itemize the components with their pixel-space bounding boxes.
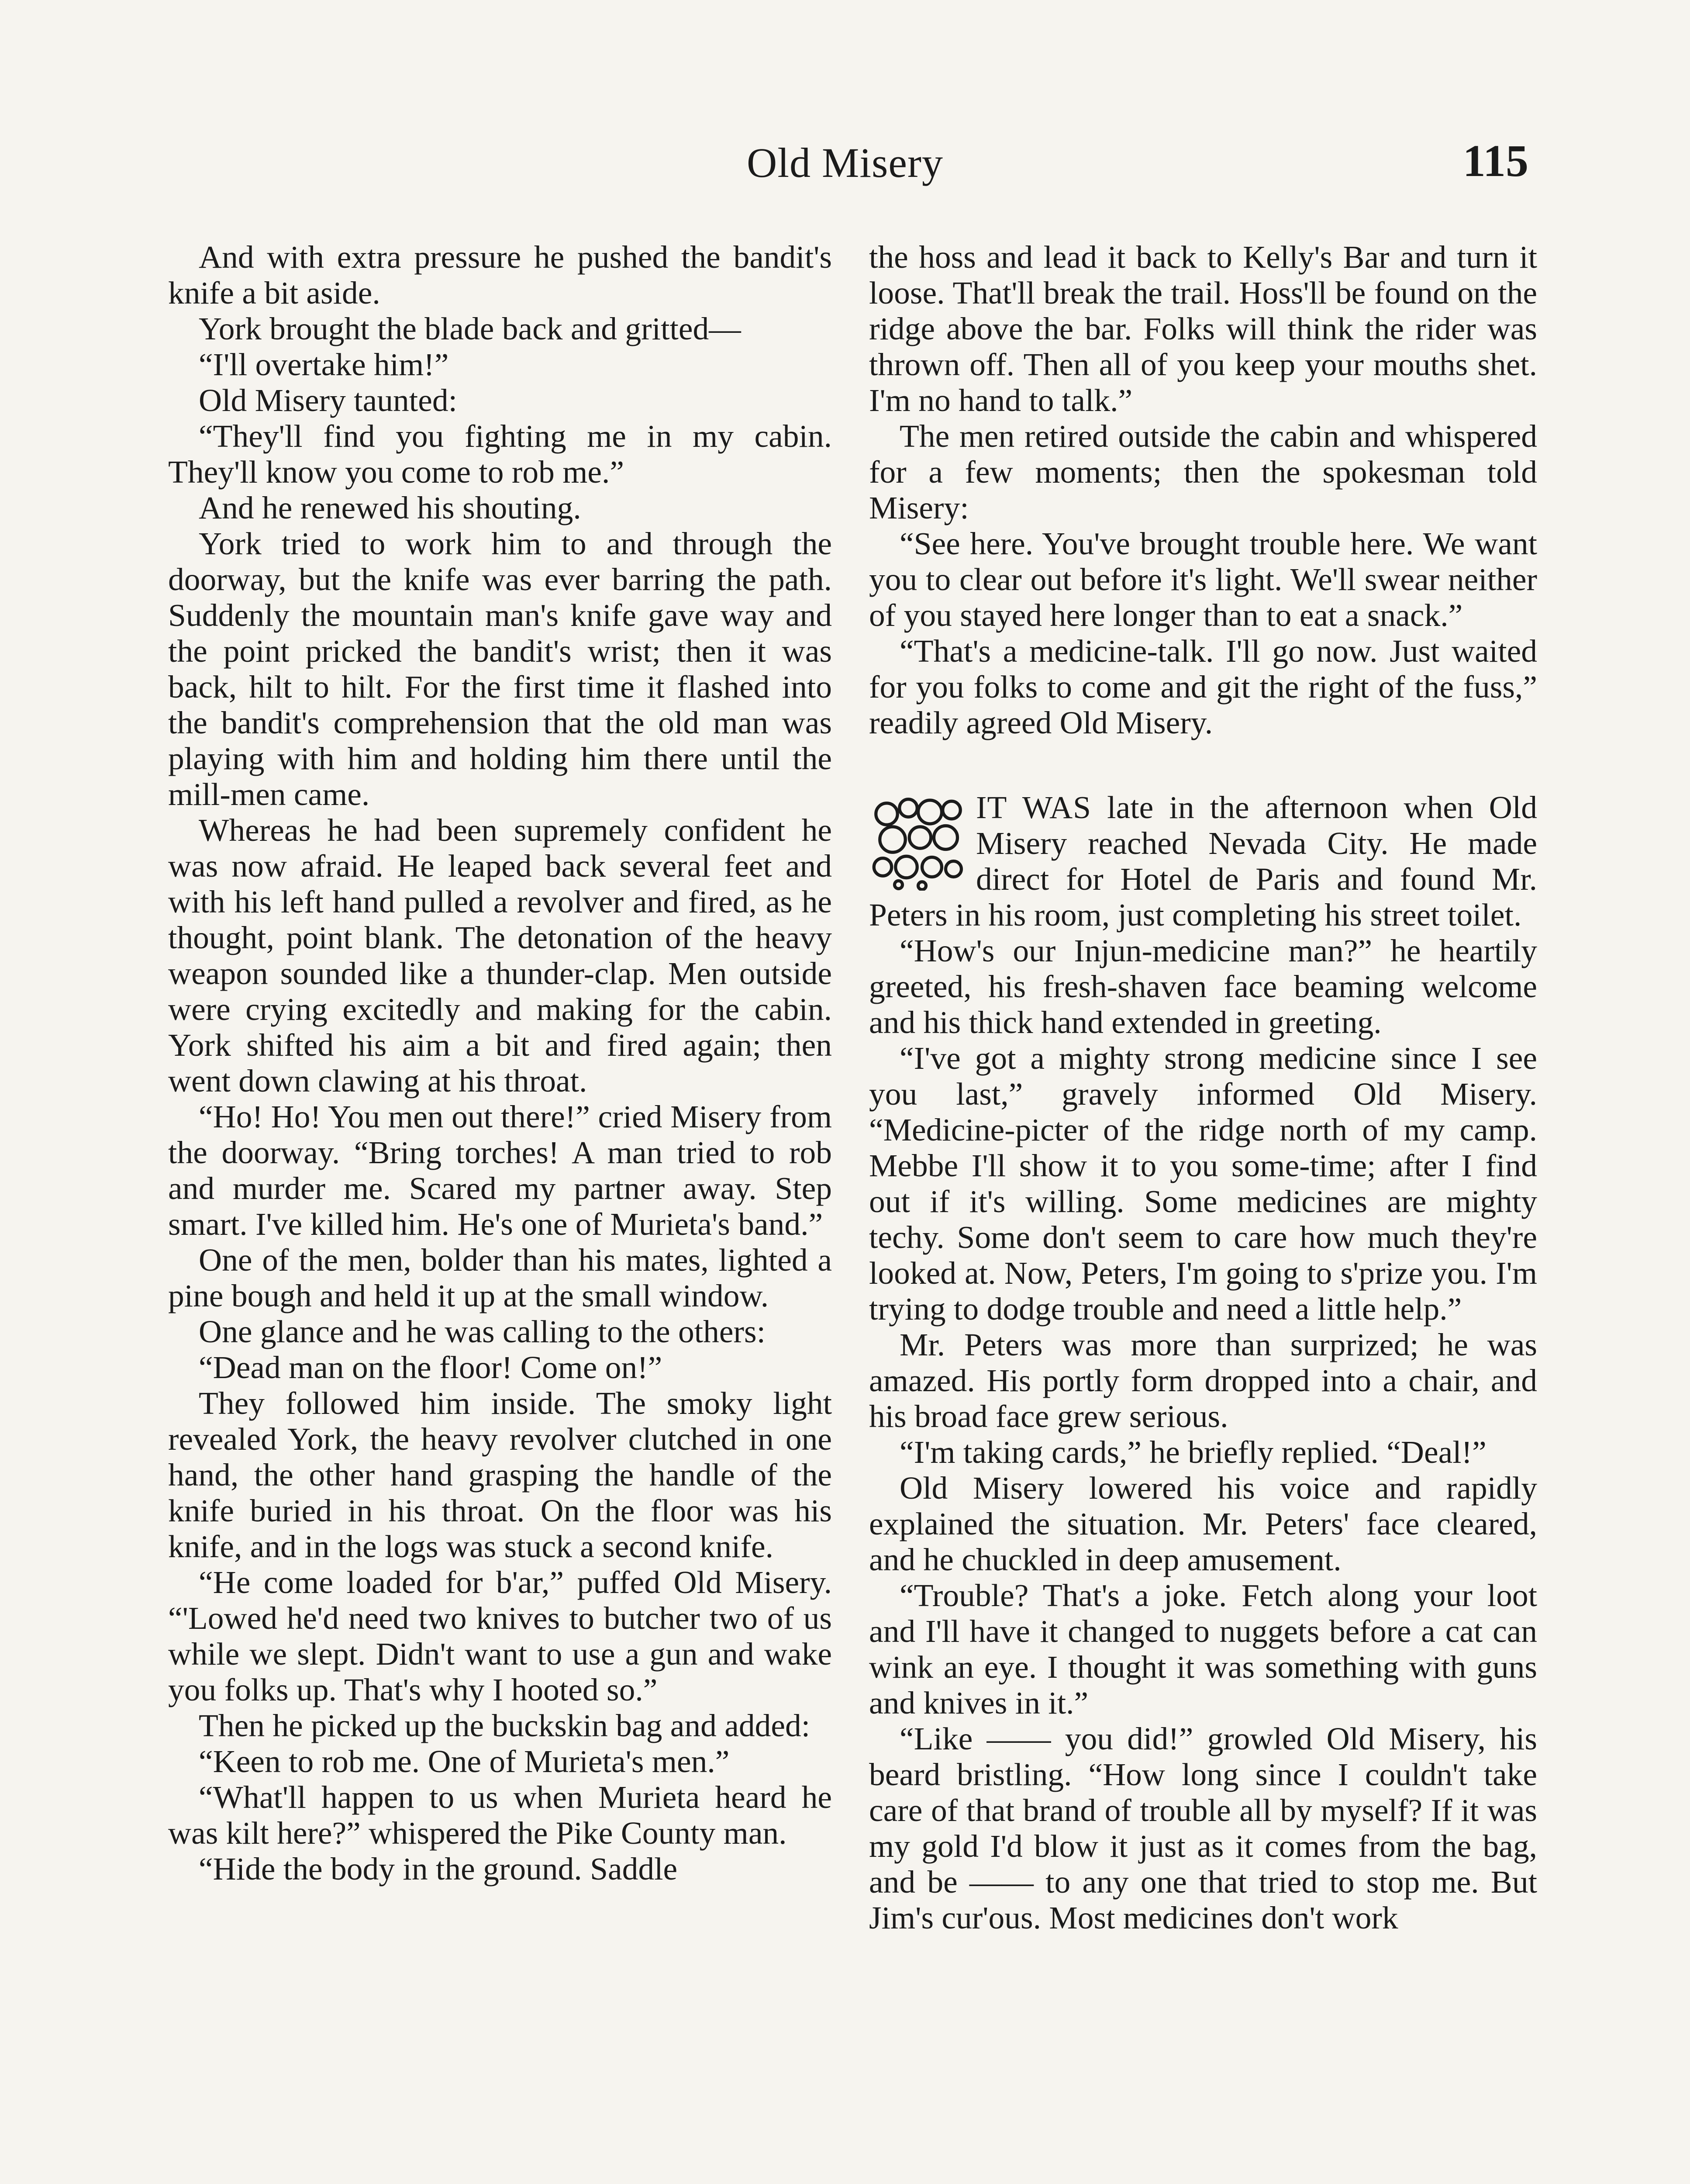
paragraph: “I'll overtake him!” [199, 347, 449, 382]
paragraph: Mr. Peters was more than surprized; he was amazed. His portly form dropped into a chair, and his broad face grew serious. [869, 1327, 1537, 1434]
paragraph: Old Misery taunted: [199, 383, 457, 418]
paragraph: “I've got a mighty strong medicine since I see you last,” gravely informed Old Misery. “Medicine-picter of the ridge north of my camp. Mebbe I'll show it to you some-time; after I find out if it's willing. Some medicines are mighty techy. Some don't seem to care how much they're looked at. Now, Peters, I'm going to s'prize you. I'm trying to dodge trouble and need a little help.” [869, 1040, 1537, 1327]
paragraph: “What'll happen to us when Murieta heard he was kilt here?” whispered the Pike County man. [168, 1780, 832, 1851]
page-number: 115 [1462, 136, 1528, 186]
paragraph: They followed him inside. The smoky light revealed York, the heavy revolver clutched in one hand, the other hand grasping the handle of the knife buried in his throat. On the floor was his knife, and in the logs was stuck a second knife. [168, 1386, 832, 1564]
paragraph: “Ho! Ho! You men out there!” cried Misery from the doorway. “Bring torches! A man tried to rob and murder me. Scared my partner away. Step smart. I've killed him. He's one of Murieta's band.” [168, 1099, 832, 1242]
paragraph: York tried to work him to and through the doorway, but the knife was ever barring the path. Suddenly the mountain man's knife gave way and the point pricked the bandit's wrist; then it was back, hilt to hilt. For the first time it flashed into the bandit's comprehension that the old man was playing with him and holding him there until the mill-men came. [168, 526, 832, 812]
paragraph: Old Misery lowered his voice and rapidly explained the situation. Mr. Peters' face cleared, and he chuckled in deep amusement. [869, 1470, 1537, 1577]
paragraph: “They'll find you fighting me in my cabin. They'll know you come to rob me.” [168, 418, 832, 490]
paragraph: One of the men, bolder than his mates, lighted a pine bough and held it up at the small window. [168, 1242, 832, 1313]
section-break [869, 790, 1537, 933]
paragraph: One glance and he was calling to the others: [199, 1314, 766, 1349]
paragraph: “I'm taking cards,” he briefly replied. “Deal!” [900, 1434, 1487, 1470]
paragraph: York brought the blade back and gritted— [199, 311, 741, 346]
paragraph: And he renewed his shouting. [199, 490, 581, 525]
paragraph: “Keen to rob me. One of Murieta's men.” [199, 1744, 730, 1779]
section-first-text: late in the afternoon when Old Misery reached Nevada City. He made direct for Hotel de Paris and found Mr. Peters in his room, just completing his street toilet. [869, 790, 1537, 933]
paragraph: “Like —— you did!” growled Old Misery, his beard bristling. “How long since I couldn't take care of that brand of trouble all by myself? If it was my gold I'd blow it just as it comes from the bag, and be —— to any one that tried to stop me. But Jim's cur'ous. Most medicines don't work [869, 1721, 1537, 1935]
paragraph: “Trouble? That's a joke. Fetch along your loot and I'll have it changed to nuggets before a cat can wink an eye. I thought it was something with guns and knives in it.” [869, 1578, 1537, 1721]
right-column [869, 239, 1537, 1936]
running-title: Old Misery [747, 139, 943, 186]
left-column [168, 239, 832, 1887]
section-first-paragraph [869, 790, 1537, 933]
stone-pile-ornament-icon [869, 792, 967, 891]
paragraph: And with extra pressure he pushed the bandit's knife a bit aside. [168, 239, 832, 311]
section-lead-words: IT WAS [976, 790, 1092, 825]
paragraph: The men retired outside the cabin and whispered for a few moments; then the spokesman told Misery: [869, 418, 1537, 525]
paragraph: the hoss and lead it back to Kelly's Bar and turn it loose. That'll break the trail. Hoss'll be found on the ridge above the bar. Folks will think the rider was thrown off. Then all of you keep your mouths shet. I'm no hand to talk.” [869, 239, 1537, 418]
paragraph: “Dead man on the floor! Come on!” [199, 1350, 662, 1385]
paragraph: “See here. You've brought trouble here. We want you to clear out before it's light. We'll swear neither of you stayed here longer than to eat a snack.” [869, 526, 1537, 633]
paragraph: “That's a medicine-talk. I'll go now. Just waited for you folks to come and git the right of the fuss,” readily agreed Old Misery. [869, 633, 1537, 740]
paragraph: “How's our Injun-medicine man?” he heartily greeted, his fresh-shaven face beaming welcome and his thick hand extended in greeting. [869, 933, 1537, 1040]
paragraph: “He come loaded for b'ar,” puffed Old Misery. “'Lowed he'd need two knives to butcher two of us while we slept. Didn't want to use a gun and wake you folks up. That's why I hooted so.” [168, 1565, 832, 1707]
paragraph: Whereas he had been supremely confident he was now afraid. He leaped back several feet and with his left hand pulled a revolver and fired, as he thought, point blank. The detonation of the heavy weapon sounded like a thunder-clap. Men outside were crying excitedly and making for the cabin. York shifted his aim a bit and fired again; then went down clawing at his throat. [168, 812, 832, 1099]
paragraph: “Hide the body in the ground. Saddle [199, 1851, 678, 1887]
paragraph: Then he picked up the buckskin bag and added: [199, 1708, 811, 1743]
